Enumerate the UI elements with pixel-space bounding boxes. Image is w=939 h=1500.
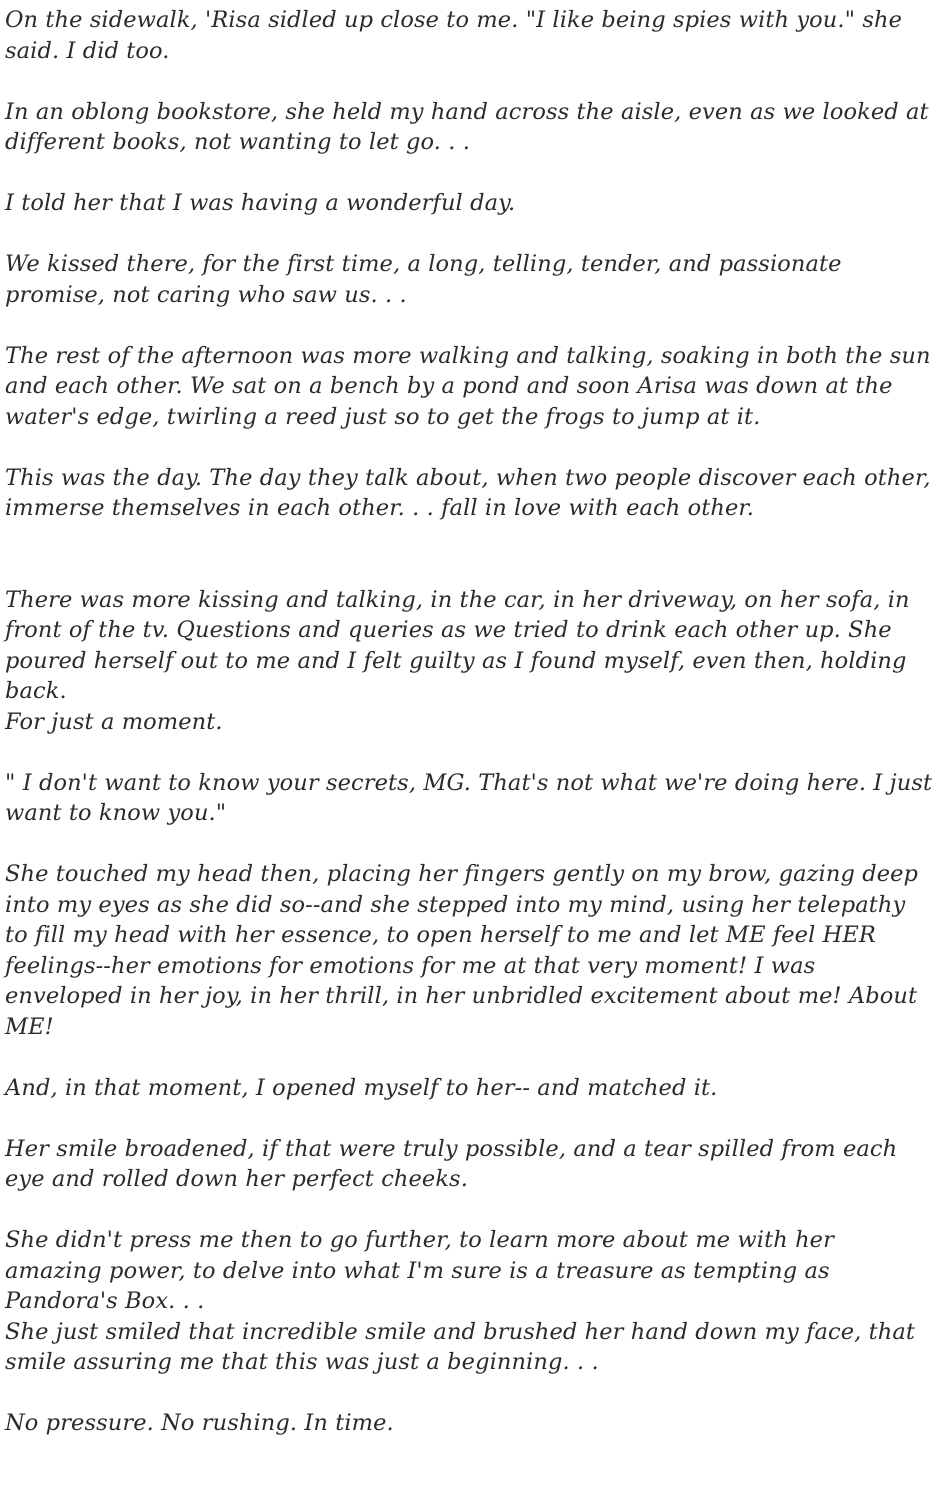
paragraph-bookstore: In an oblong bookstore, she held my hand across the aisle, even as we looked at different books, not wanting to let go. . .	[5, 98, 929, 155]
paragraph-quote-secrets: " I don't want to know your secrets, MG. That's not what we're doing here. I just want to know you."	[5, 769, 933, 826]
paragraph-smile-broadened: Her smile broadened, if that were truly possible, and a tear spilled from each eye and rolled down her perfect cheeks.	[5, 1135, 898, 1192]
paragraph-wonderful-day: I told her that I was having a wonderful day.	[5, 190, 516, 216]
paragraph-no-pressure: No pressure. No rushing. In time.	[5, 1410, 394, 1436]
paragraph-afternoon: The rest of the afternoon was more walking and talking, soaking in both the sun and each other. We sat on a bench by a pond and soon Arisa was down at the water's edge, twirling a reed just so to get the frogs to jump at it.	[5, 342, 931, 430]
paragraph-the-day: This was the day. The day they talk about, when two people discover each other, immerse themselves in each other. . . fall in love with each other.	[5, 464, 931, 521]
paragraph-more-kissing: There was more kissing and talking, in the car, in her driveway, on her sofa, in front of the tv. Questions and queries as we tried to drink each other up. She poured herself out to me and I felt guilty as I found myself, even then, holding back. For just a moment.	[5, 586, 910, 735]
paragraph-first-kiss: We kissed there, for the first time, a long, telling, tender, and passionate promise, not caring who saw us. . .	[5, 251, 842, 308]
paragraph-sidewalk: On the sidewalk, 'Risa sidled up close to me. "I like being spies with you." she said. I did too.	[5, 7, 903, 64]
paragraph-telepathy: She touched my head then, placing her fingers gently on my brow, gazing deep into my eyes as she did so--and she stepped into my mind, using her telepathy to fill my head with her essence, to open herself to me and let ME feel HER feelings--her emotions for emotions for me at that very moment! I was enveloped in her joy, in her thrill, in her unbridled excitement about me! About ME!	[5, 861, 919, 1040]
paragraph-no-press: She didn't press me then to go further, to learn more about me with her amazing power, to delve into what I'm sure is a treasure as tempting as Pandora's Box. . . She just smiled that incredible smile and brushed her hand down my face, that smile assuring me that this was just a beginning. . .	[5, 1227, 916, 1375]
paragraph-opened-myself: And, in that moment, I opened myself to her-- and matched it.	[5, 1074, 718, 1101]
